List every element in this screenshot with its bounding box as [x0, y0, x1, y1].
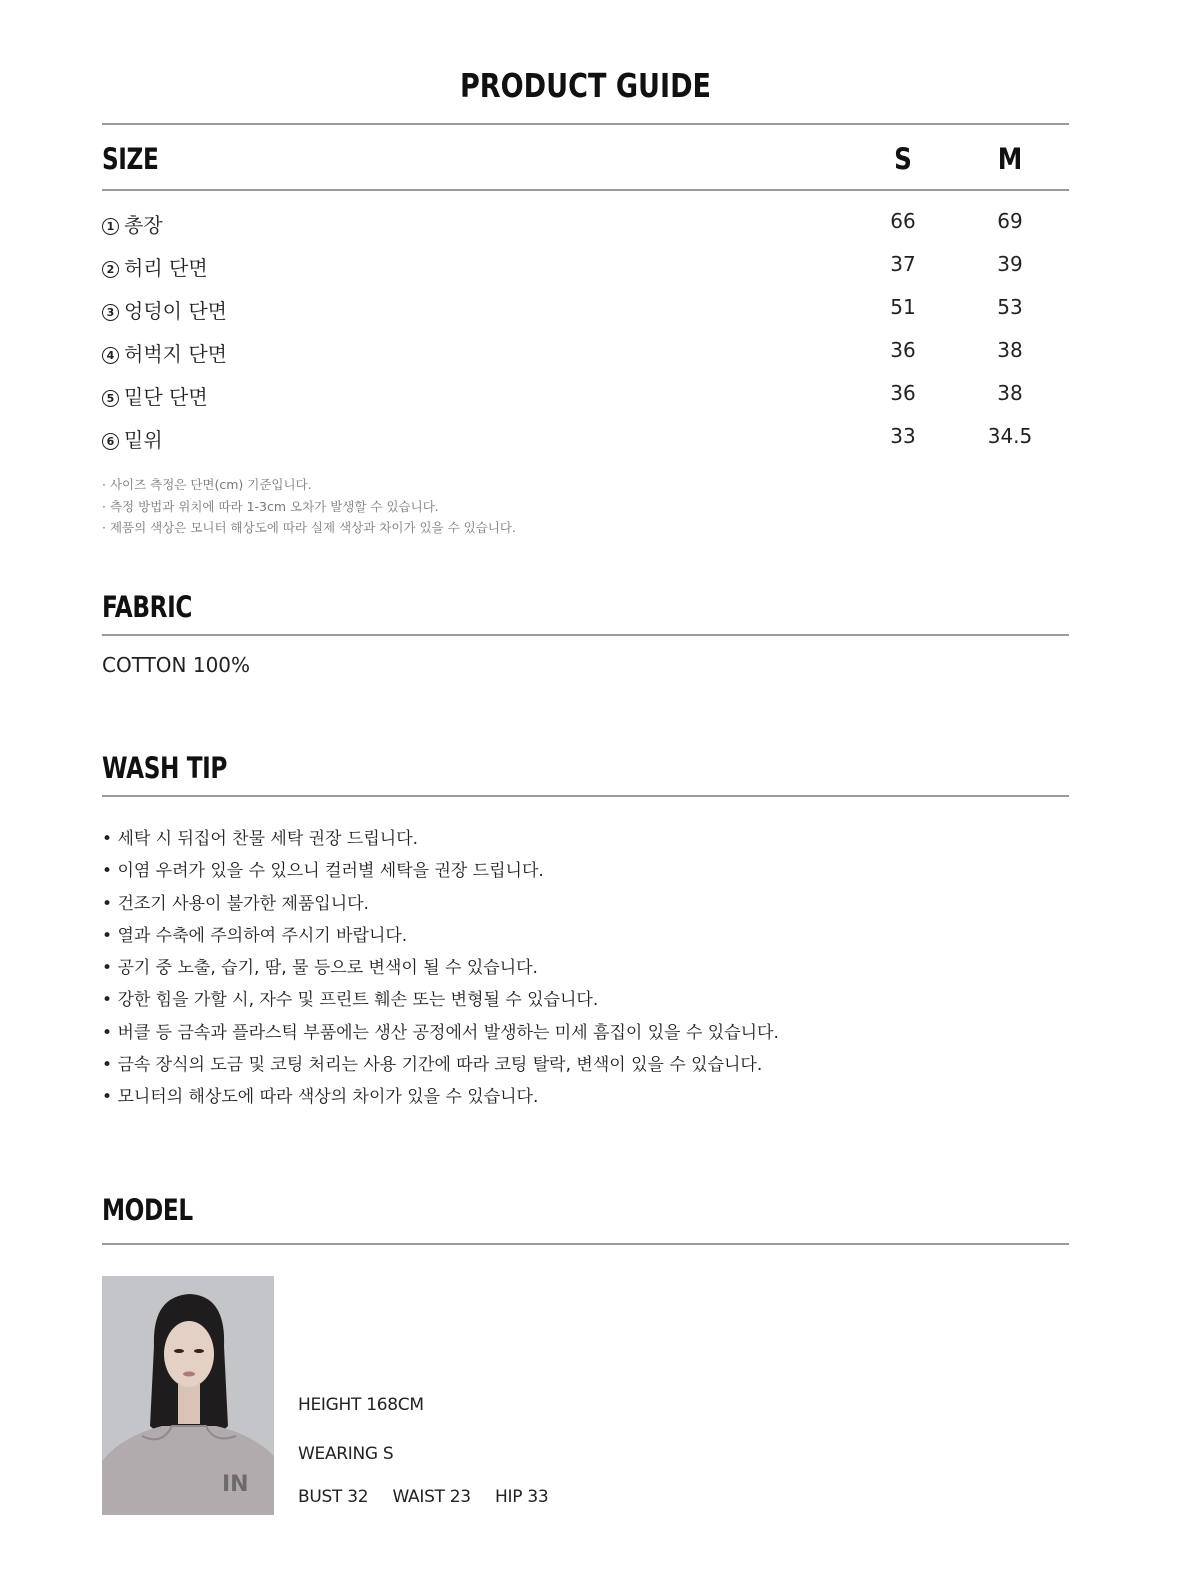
number-badge: 6 — [102, 433, 119, 450]
size-s-value: 36 — [890, 338, 916, 362]
wash-tip-item: • 세탁 시 뒤집어 찬물 세탁 권장 드립니다. — [102, 823, 779, 855]
divider — [102, 123, 1069, 125]
height-value: 168CM — [366, 1395, 424, 1415]
note-line: · 사이즈 측정은 단면(cm) 기준입니다. — [102, 477, 312, 492]
size-row — [102, 338, 1069, 368]
hip-label: HIP — [495, 1487, 523, 1507]
number-badge: 4 — [102, 347, 119, 364]
waist-label: WAIST — [392, 1487, 445, 1507]
model-portrait-image — [102, 1276, 274, 1515]
wash-tip-item: • 모니터의 해상도에 따라 색상의 차이가 있을 수 있습니다. — [102, 1081, 779, 1113]
size-column-s: S — [894, 142, 912, 176]
size-row — [102, 252, 1069, 282]
size-s-value: 36 — [890, 381, 916, 405]
size-s-value: 37 — [890, 252, 916, 276]
size-row — [102, 295, 1069, 325]
measure-name: 엉덩이 단면 — [124, 299, 227, 323]
wash-tip-item: • 열과 수축에 주의하여 주시기 바랍니다. — [102, 920, 779, 952]
waist-value: 23 — [449, 1487, 471, 1507]
size-m-value: 39 — [997, 252, 1023, 276]
size-column-m: M — [997, 142, 1023, 176]
measure-name: 총장 — [124, 213, 163, 237]
measure-name: 허리 단면 — [124, 256, 208, 280]
wash-tip-item: • 건조기 사용이 불가한 제품입니다. — [102, 888, 779, 920]
bust-value: 32 — [347, 1487, 369, 1507]
size-m-value: 34.5 — [987, 424, 1033, 448]
size-row — [102, 424, 1069, 454]
size-heading: SIZE — [102, 142, 159, 176]
page-title: PRODUCT GUIDE — [459, 66, 712, 105]
size-m-value: 38 — [997, 338, 1023, 362]
wash-tip-list — [102, 823, 779, 1114]
note-line: · 제품의 색상은 모니터 해상도에 따라 실제 색상과 차이가 있을 수 있습니다. — [102, 520, 516, 535]
fabric-composition: COTTON 100% — [102, 653, 251, 677]
size-m-value: 53 — [997, 295, 1023, 319]
size-notes — [102, 474, 516, 539]
number-badge: 5 — [102, 390, 119, 407]
divider — [102, 795, 1069, 797]
height-label: HEIGHT — [298, 1395, 362, 1415]
measure-name: 밑위 — [124, 428, 163, 452]
size-m-value: 69 — [997, 209, 1023, 233]
size-row-label — [102, 295, 227, 324]
model-wearing — [298, 1444, 393, 1464]
divider — [102, 1243, 1069, 1245]
hip-value: 33 — [527, 1487, 549, 1507]
size-row-label — [102, 252, 208, 281]
size-row-label — [102, 424, 163, 453]
size-s-value: 51 — [890, 295, 916, 319]
bust-label: BUST — [298, 1487, 343, 1507]
wash-tip-heading: WASH TIP — [102, 751, 227, 785]
size-row-label — [102, 381, 208, 410]
size-row — [102, 209, 1069, 239]
measure-name: 허벅지 단면 — [124, 342, 227, 366]
number-badge: 2 — [102, 261, 119, 278]
size-m-value: 38 — [997, 381, 1023, 405]
size-row — [102, 381, 1069, 411]
wash-tip-item: • 버클 등 금속과 플라스틱 부품에는 생산 공정에서 발생하는 미세 흠집이 있을 수 있습니다. — [102, 1017, 779, 1049]
number-badge: 3 — [102, 304, 119, 321]
size-row-label — [102, 209, 163, 238]
note-line: · 측정 방법과 위치에 따라 1-3cm 오차가 발생할 수 있습니다. — [102, 498, 439, 514]
wash-tip-item: • 강한 힘을 가할 시, 자수 및 프린트 훼손 또는 변형될 수 있습니다. — [102, 984, 779, 1016]
size-s-value: 33 — [890, 424, 916, 448]
measure-name: 밑단 단면 — [124, 385, 208, 409]
wash-tip-item: • 금속 장식의 도금 및 코팅 처리는 사용 기간에 따라 코팅 탈락, 변색이 있을 수 있습니다. — [102, 1049, 779, 1081]
model-photo — [102, 1276, 274, 1515]
size-s-value: 66 — [890, 209, 916, 233]
wash-tip-item: • 공기 중 노출, 습기, 땀, 물 등으로 변색이 될 수 있습니다. — [102, 952, 779, 984]
divider — [102, 634, 1069, 636]
wearing-label: WEARING — [298, 1444, 378, 1464]
wash-tip-item: • 이염 우려가 있을 수 있으니 컬러별 세탁을 권장 드립니다. — [102, 855, 779, 887]
number-badge: 1 — [102, 218, 119, 235]
fabric-heading: FABRIC — [102, 590, 192, 624]
model-heading: MODEL — [102, 1193, 193, 1227]
model-measurements — [298, 1487, 548, 1507]
divider — [102, 189, 1069, 191]
wearing-value: S — [382, 1444, 394, 1464]
svg-text:IN: IN — [222, 1472, 249, 1497]
size-row-label — [102, 338, 227, 367]
model-height — [298, 1395, 424, 1415]
